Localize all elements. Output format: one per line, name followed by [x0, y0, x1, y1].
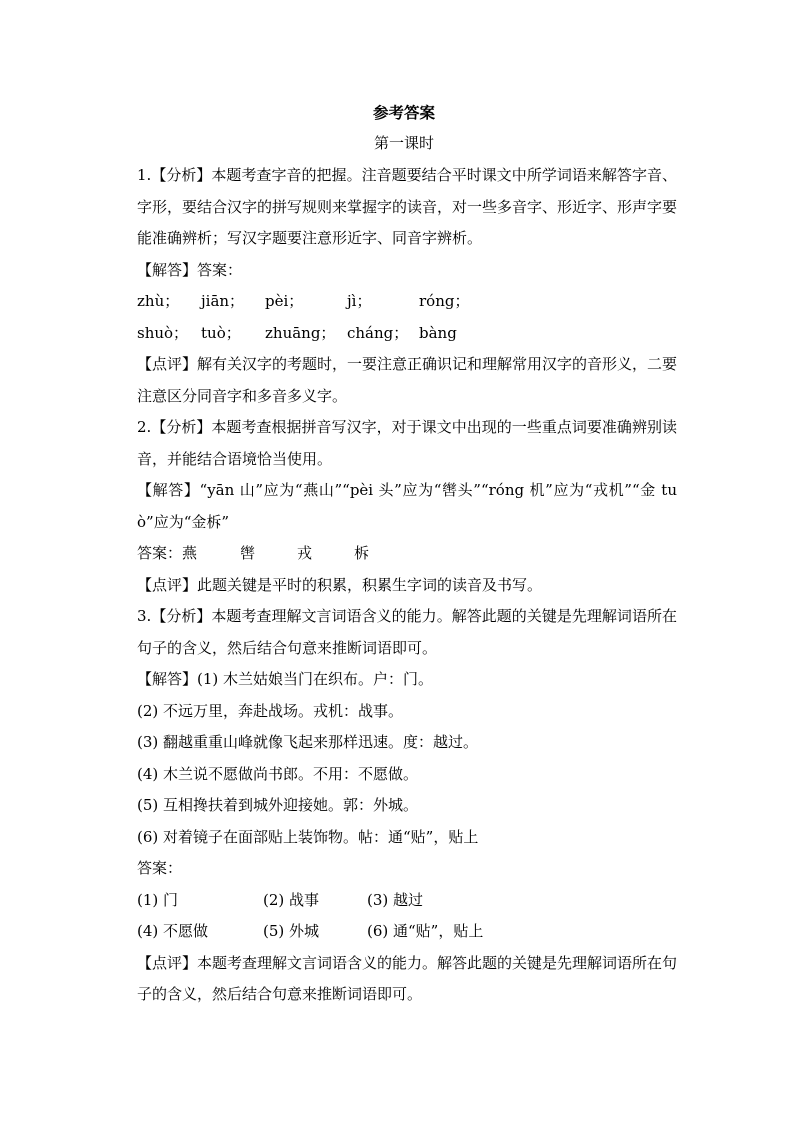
q3-item: (6) 对着镜子在面部贴上装饰物。帖：通“贴”，贴上 [137, 827, 479, 846]
pinyin-item: róng； [419, 292, 470, 310]
q2-answer: 【解答】“yān 山”应为“燕山”“pèi 头”应为“辔头”“róng 机”应为“戎机”“金 tuò”应为“金柝” [137, 481, 677, 531]
pinyin-item: jì； [347, 292, 372, 310]
q3-item: (2) 不远万里，奔赴战场。戎机：战事。 [137, 701, 404, 720]
q3-item: 【解答】(1) 木兰姑娘当门在织布。户：门。 [137, 670, 434, 688]
pinyin-item: tuò； [201, 323, 241, 342]
q1-pinyin-row-1 [137, 286, 677, 318]
answer-item: (6) 通“贴”，贴上 [367, 922, 484, 940]
q3-answers-row-2 [137, 916, 677, 948]
q3-comment: 【点评】本题考查理解文言词语含义的能力。解答此题的关键是先理解词语所在句子的含义，然后结合句意来推断词语即可。 [137, 953, 678, 1003]
pinyin-item: pèi； [265, 292, 304, 310]
q3-item: (4) 木兰说不愿做尚书郎。不用：不愿做。 [137, 764, 419, 783]
q1-answer-label: 【解答】答案： [137, 260, 243, 279]
answer-item: (1) 门 [137, 890, 179, 909]
answer-item: 戎 [297, 544, 313, 562]
pinyin-item: bàng [419, 323, 457, 342]
q2-comment: 【点评】此题关键是平时的积累，积累生字词的读音及书写。 [137, 575, 543, 594]
q2-answers-row [137, 538, 677, 570]
q1-comment: 【点评】解有关汉字的考题时，一要注意正确识记和理解常用汉字的音形义，二要注意区分同音字和多音多义字。 [137, 355, 678, 405]
q1-analysis: 1.【分析】本题考查字音的把握。注音题要结合平时课文中所学词语来解答字音、字形，要结合汉字的拼写规则来掌握字的读音，对一些多音字、形近字、形声字要能准确辨析；写汉字题要注意形近字、同音字辨析。 [137, 166, 678, 247]
q3-analysis: 3.【分析】本题考查理解文言词语含义的能力。解答此题的关键是先理解词语所在句子的含义，然后结合句意来推断词语即可。 [137, 607, 677, 657]
q3-item: (5) 互相搀扶着到城外迎接她。郭：外城。 [137, 796, 419, 814]
q2-analysis: 2.【分析】本题考查根据拼音写汉字，对于课文中出现的一些重点词要准确辨别读音，并能结合语境恰当使用。 [137, 418, 677, 468]
pinyin-item: zhuāng； [265, 323, 336, 342]
answer-item: 燕 [182, 544, 198, 562]
pinyin-item: shuò； [137, 323, 189, 342]
pinyin-item: cháng； [347, 323, 409, 342]
pinyin-item: zhù； [137, 292, 180, 310]
q3-answer-label: 答案： [137, 859, 183, 877]
answer-item: (2) 战事 [263, 890, 320, 909]
answer-item: (4) 不愿做 [137, 922, 209, 940]
answer-item: 辔 [240, 544, 256, 562]
answer-label: 答案： [137, 544, 183, 562]
answer-item: (3) 越过 [367, 890, 424, 909]
answer-item: 柝 [354, 544, 370, 562]
answer-item: (5) 外城 [263, 922, 320, 940]
q3-item: (3) 翻越重重山峰就像飞起来那样迅速。度：越过。 [137, 733, 479, 751]
q1-pinyin-row-2 [137, 318, 677, 350]
lesson-subtitle: 第一课时 [373, 134, 434, 152]
answer-content [137, 100, 677, 1011]
page-title: 参考答案 [372, 103, 435, 122]
pinyin-item: jiān； [201, 292, 245, 310]
q3-answers-row-1 [137, 885, 677, 917]
